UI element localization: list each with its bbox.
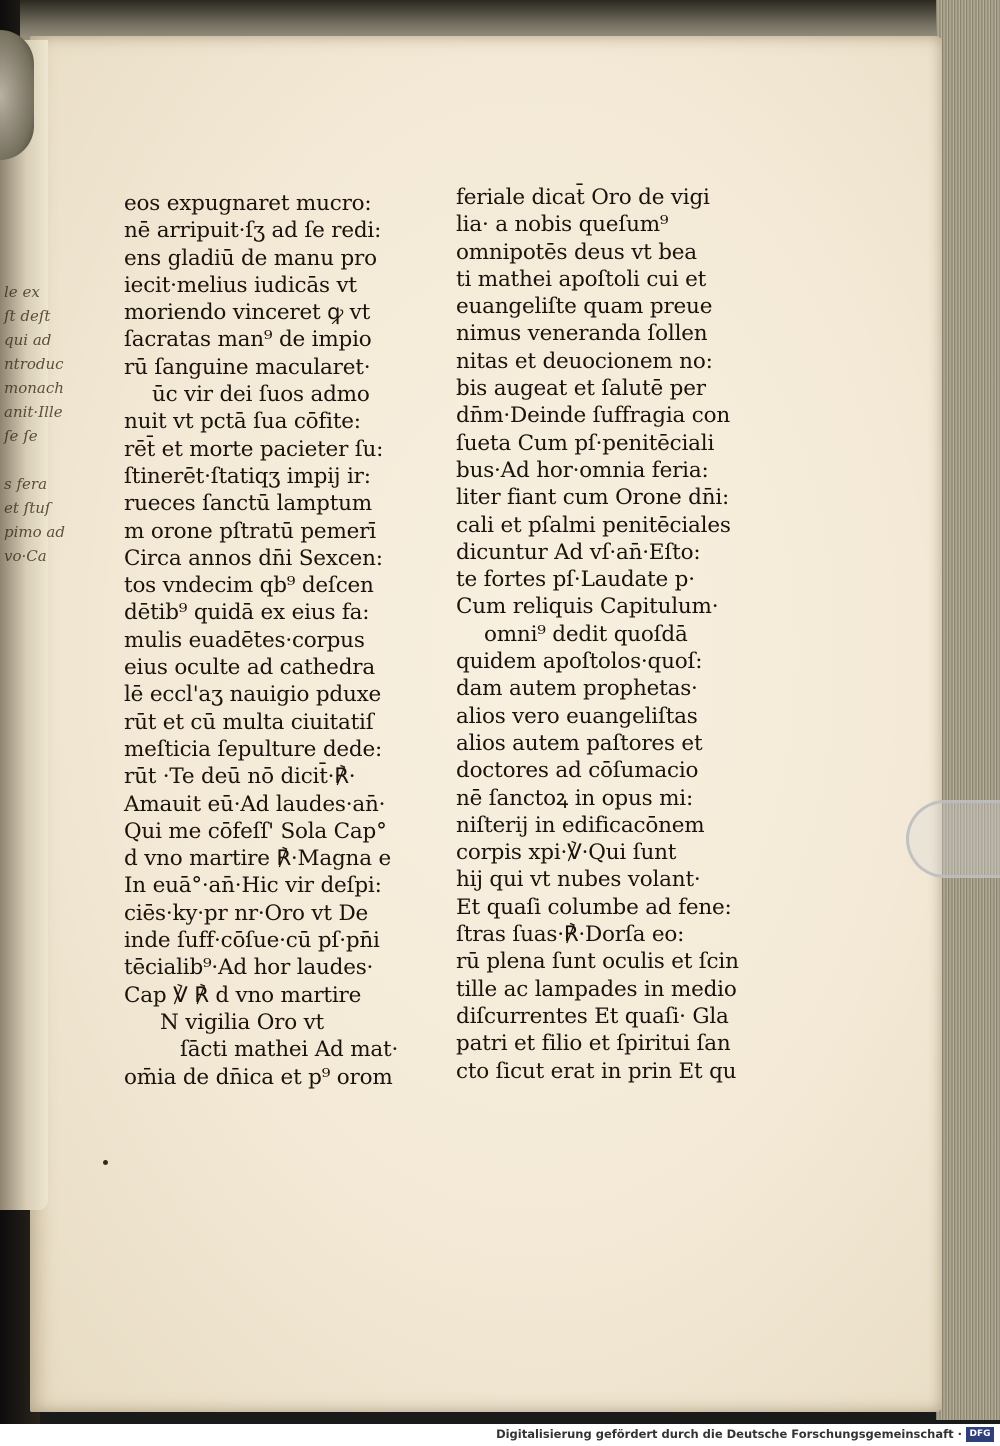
text-line: ciēs·ky·pr nr·Oro vt De: [124, 900, 369, 926]
text-line: patri et filio et ſpiritui ſan: [456, 1031, 731, 1057]
text-line: rū plena ſunt oculis et ſcin: [456, 949, 739, 975]
text-line: nuit vt pctā ſua cōfite:: [124, 409, 361, 435]
text-line: doctores ad cōſumacio: [456, 758, 699, 784]
text-line: m orone pſtratū pemerī: [124, 518, 376, 544]
text-line: ti mathei apoſtoli cui et: [456, 266, 707, 292]
text-line: bus·Ad hor·omnia feria:: [456, 457, 709, 483]
text-line: Amauit eū·Ad laudes·an̄·: [124, 791, 386, 817]
text-line: diſcurrentes Et quaſi· Gla: [456, 1003, 729, 1029]
text-line: te fortes pſ·Laudate p·: [456, 567, 695, 593]
text-line: nē ſanctoꝝ in opus mi:: [456, 785, 694, 811]
text-line: mulis euadētes·corpus: [124, 627, 365, 653]
text-line: N vigilia Oro vt: [160, 1009, 324, 1035]
text-line: ūc vir dei ſuos admo: [152, 382, 370, 408]
text-line: Circa annos dn̄i Sexcen:: [124, 545, 383, 571]
sliver-text-line: monach: [4, 379, 64, 397]
text-line: corpis xpi·℣·Qui ſunt: [456, 840, 677, 866]
text-line: d vno martire ℟·Magna e: [124, 846, 391, 872]
ink-spot: [103, 1160, 108, 1165]
text-line: meſticia ſepulture dede:: [124, 736, 383, 762]
text-line: ſtras ſuas·℟·Dorſa eo:: [456, 922, 685, 948]
text-line: rueces ſanctū lamptum: [124, 491, 372, 517]
sliver-text-line: vo·Ca: [4, 547, 47, 565]
sliver-text-line: pimo ad: [4, 523, 65, 541]
text-line: dētib⁹ quidā ex eius fa:: [124, 600, 370, 626]
text-line: dn̄m·Deinde ſuffragia con: [456, 403, 730, 429]
sliver-text-line: ſe ſe: [4, 427, 38, 445]
text-line: hij qui vt nubes volant·: [456, 867, 701, 893]
sliver-text-line: ſt deſt: [4, 307, 51, 325]
text-line: eos expugnaret mucro:: [124, 191, 372, 216]
text-line: alios vero euangeliſtas: [456, 703, 698, 729]
book-fore-edge: [936, 0, 1000, 1420]
text-line: nitas et deuocionem no:: [456, 348, 713, 374]
sliver-text-line: anit·Ille: [4, 403, 63, 421]
text-line: om̄ia de dn̄ica et p⁹ orom: [124, 1064, 393, 1090]
text-line: ſtinerēt·ſtatiqʒ impij ir:: [124, 463, 371, 489]
facing-page-text-fragments: [4, 280, 65, 568]
sliver-text-line: [4, 448, 44, 472]
text-line: rū ſanguine macularet·: [124, 354, 371, 380]
text-line: cto ſicut erat in prin Et qu: [456, 1058, 737, 1084]
text-line: liter fiant cum Orone dn̄i:: [456, 485, 730, 511]
text-line: euangeliſte quam preue: [456, 294, 713, 320]
text-line: rūt ·Te deū nō dicit̄·℟·: [124, 764, 356, 790]
text-line: moriendo vinceret ꝙ vt: [124, 300, 371, 326]
left-text-column: [124, 190, 424, 1091]
text-line: tille ac lampades in medio: [456, 976, 737, 1002]
right-text-column: [456, 184, 748, 1085]
text-line: dam autem prophetas·: [456, 676, 698, 702]
text-line: lia· a nobis queſum⁹: [456, 212, 669, 238]
text-line: tos vndecim qb⁹ deſcen: [124, 573, 374, 599]
text-line: niſterij in edificacōnem: [456, 812, 705, 838]
text-line: inde ſuff·cōſue·cū pſ·pn̄i: [124, 928, 380, 954]
sliver-text-line: le ex: [4, 283, 40, 301]
footer-bar: [0, 1424, 1000, 1446]
text-line: Cap ℣ ℟ d vno martire: [124, 982, 362, 1008]
sliver-text-line: et ſtuſ: [4, 499, 51, 517]
text-line: eius oculte ad cathedra: [124, 655, 375, 681]
text-line: ſācti mathei Ad mat·: [180, 1037, 399, 1063]
sliver-text-line: qui ad: [4, 331, 52, 349]
page-clip: [906, 800, 1000, 878]
text-line: ſacratas man⁹ de impio: [124, 327, 372, 353]
text-line: tēcialib⁹·Ad hor laudes·: [124, 955, 374, 981]
text-line: In euā°·an̄·Hic vir deſpi:: [124, 873, 382, 899]
text-line: rēt̄ et morte pacieter ſu:: [124, 436, 384, 462]
book-binding: [0, 30, 34, 160]
text-line: omnipotēs deus vt bea: [456, 239, 697, 265]
text-line: iecit·melius iudicās vt: [124, 272, 357, 298]
text-line: quidem apoſtolos·quoſ:: [456, 649, 703, 675]
text-line: ens gladiū de manu pro: [124, 245, 377, 271]
text-line: rūt et cū multa ciuitatiſ: [124, 709, 374, 735]
text-line: dicuntur Ad vſ·an̄·Eſto:: [456, 539, 701, 565]
text-line: lē eccl'aʒ nauigio pduxe: [124, 682, 382, 708]
text-line: cali et pſalmi penitēciales: [456, 512, 731, 538]
text-line: Qui me cōfeſſ' Sola Cap°: [124, 818, 387, 844]
dfg-logo: DFG: [966, 1427, 994, 1442]
sliver-text-line: s fera: [4, 475, 48, 493]
text-line: Cum reliquis Capitulum·: [456, 594, 719, 620]
text-line: bis augeat et ſalutē per: [456, 376, 706, 402]
text-line: ſueta Cum pſ·penitēciali: [456, 430, 715, 456]
text-line: feriale dicat̄ Oro de vigi: [456, 185, 710, 210]
text-line: alios autem paſtores et: [456, 730, 703, 756]
text-line: Et quaſi columbe ad fene:: [456, 894, 732, 920]
text-line: omni⁹ dedit quoſdā: [484, 621, 688, 647]
footer-credit: Digitalisierung gefördert durch die Deutsche Forschungsgemeinschaft ·: [496, 1427, 962, 1441]
text-line: nimus veneranda ſollen: [456, 321, 708, 347]
facing-page-sliver: [0, 40, 65, 1210]
text-line: nē arripuit·ſʒ ad ſe redi:: [124, 218, 382, 244]
sliver-text-line: ntroduc: [4, 355, 64, 373]
